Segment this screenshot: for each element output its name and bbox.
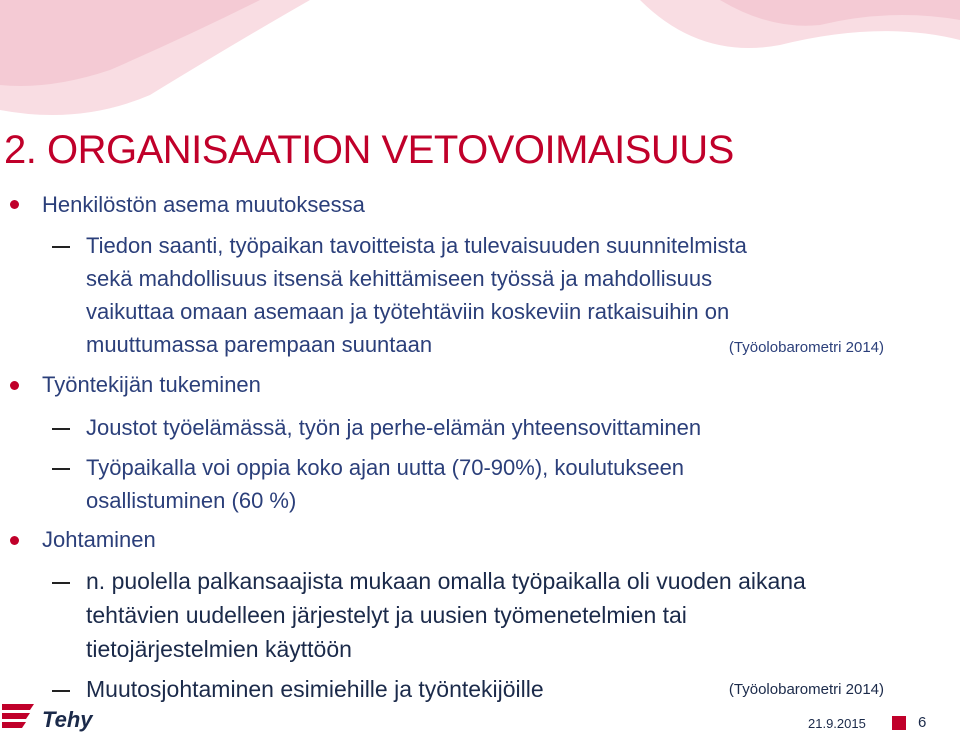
citation: (Työolobarometri 2014): [728, 339, 884, 356]
dash-icon: [52, 468, 70, 470]
citation: (Työolobarometri 2014): [728, 681, 884, 698]
section-heading: Työntekijän tukeminen: [42, 372, 261, 397]
logo-mark-icon: [2, 704, 34, 728]
slide-title: 2. ORGANISAATION VETOVOIMAISUUS: [4, 128, 734, 172]
bullet-dot-icon: [10, 381, 19, 390]
page-number: 6: [918, 714, 927, 731]
logo-text: Tehy: [42, 707, 93, 732]
list-item-line: osallistuminen (60 %): [86, 488, 297, 513]
tehy-logo: [0, 700, 120, 734]
list-item-line: Joustot työelämässä, työn ja perhe-elämän yhteensovittaminen: [86, 415, 702, 440]
list-item: [86, 229, 747, 361]
footer-date: 21.9.2015: [808, 716, 866, 731]
list-item-line: n. puolella palkansaajista mukaan omalla työpaikalla oli vuoden aikana: [86, 568, 806, 594]
dash-icon: [52, 582, 70, 584]
decorative-wave-graphic: [0, 0, 960, 130]
list-item: [86, 451, 684, 517]
dash-icon: [52, 246, 70, 248]
section-heading: Henkilöstön asema muutoksessa: [42, 192, 365, 217]
list-item-line: Tiedon saanti, työpaikan tavoitteista ja tulevaisuuden suunnitelmista: [86, 233, 747, 258]
list-item-line: sekä mahdollisuus itsensä kehittämiseen työssä ja mahdollisuus: [86, 266, 713, 291]
list-item-line: muuttumassa parempaan suuntaan: [86, 332, 433, 357]
list-item-line: vaikuttaa omaan asemaan ja työtehtäviin koskeviin ratkaisuihin on: [86, 299, 730, 324]
bullet-dot-icon: [10, 536, 19, 545]
list-item: [86, 564, 806, 666]
list-item-line: tietojärjestelmien käyttöön: [86, 636, 352, 662]
section-heading: Johtaminen: [42, 527, 156, 552]
dash-icon: [52, 428, 70, 430]
list-item-line: tehtävien uudelleen järjestelyt ja uusien työmenetelmien tai: [86, 602, 687, 628]
list-item: [86, 672, 544, 706]
dash-icon: [52, 690, 70, 692]
footer-square-icon: [892, 716, 906, 730]
list-item: [86, 411, 701, 444]
list-item-line: Työpaikalla voi oppia koko ajan uutta (70-90%), koulutukseen: [86, 455, 685, 480]
bullet-dot-icon: [10, 200, 19, 209]
list-item-line: Muutosjohtaminen esimiehille ja työntekijöille: [86, 676, 544, 702]
